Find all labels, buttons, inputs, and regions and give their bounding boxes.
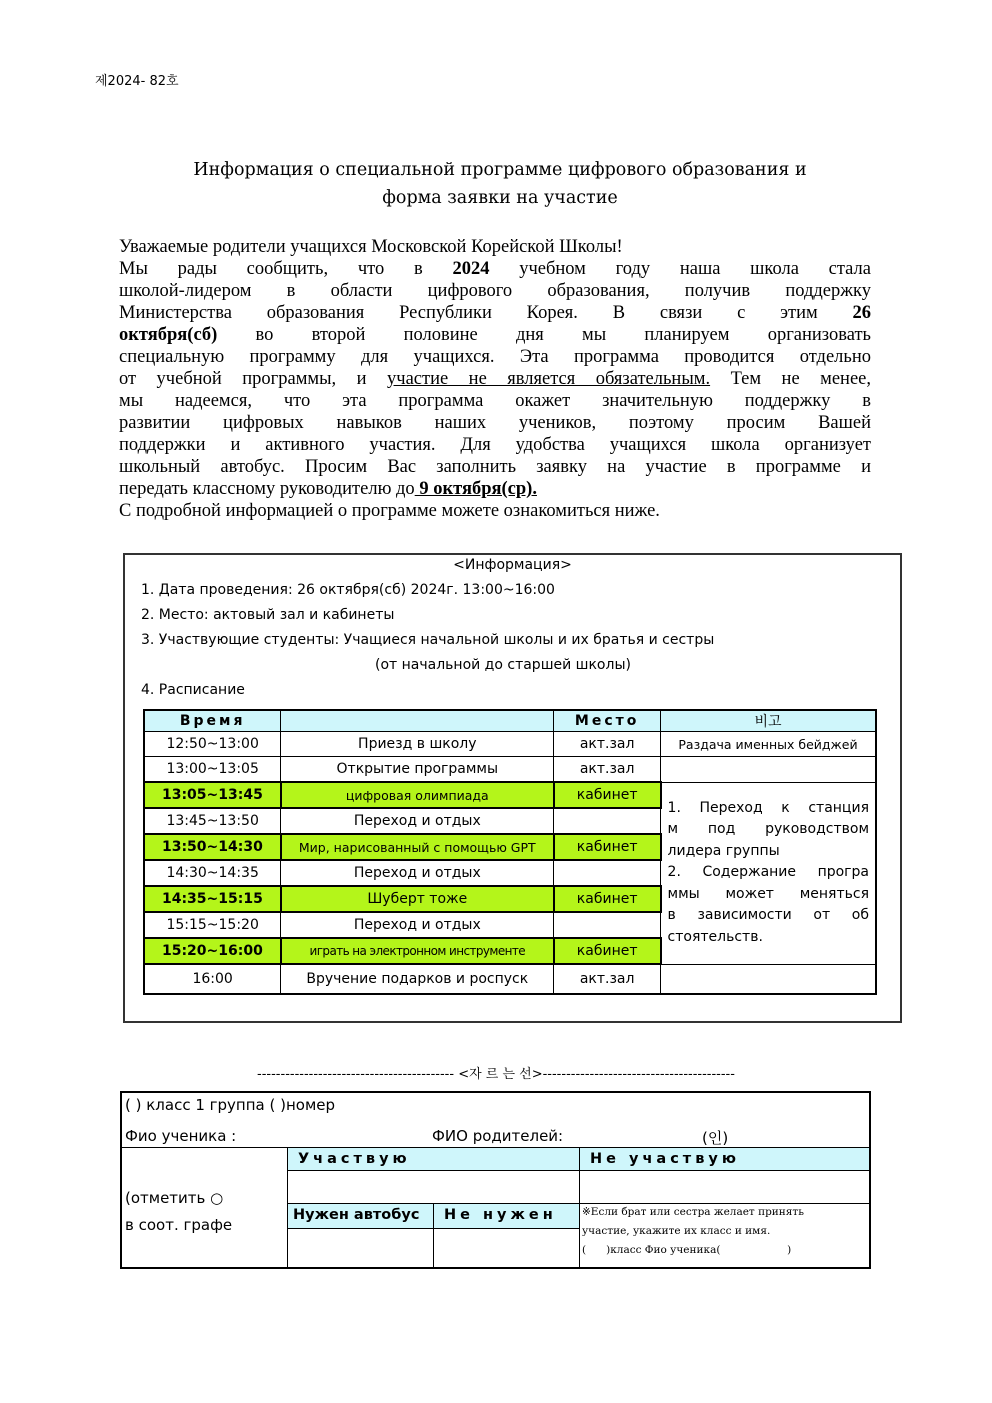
greeting: Уважаемые родители учащихся Московской Корейской Школы! xyxy=(119,237,623,257)
intro-line xyxy=(119,324,871,346)
bus-not-needed-header: Не нужен xyxy=(434,1204,579,1228)
row-activity: играть на электронном инструменте xyxy=(281,938,554,964)
schedule-header-row xyxy=(144,710,876,732)
date-emphasis: 26 xyxy=(852,303,871,323)
intro-line: школой-лидером в области цифрового образования, получив поддержку xyxy=(119,281,871,301)
not-participate-mark-cell[interactable] xyxy=(580,1171,869,1203)
not-participate-header: Не участвую xyxy=(580,1148,869,1170)
sibling-class-name-field[interactable]: ( )класс Фио ученика( ) xyxy=(582,1244,792,1256)
row-activity: Открытие программы xyxy=(281,757,554,783)
row-note-empty xyxy=(661,757,876,783)
row-place: кабинет xyxy=(554,782,661,808)
row-time: 13:05~13:45 xyxy=(144,782,281,808)
row-place xyxy=(554,912,661,938)
note-line: 1. Переход к станция xyxy=(667,799,869,816)
parent-name-label: ФИО родителей: xyxy=(432,1127,564,1145)
row-note: Раздача именных бейджей xyxy=(661,732,876,757)
row-note-empty xyxy=(661,964,876,994)
optional-emphasis: участие не является обязательным. xyxy=(387,369,711,389)
text: передать классному руководителю до xyxy=(119,479,415,499)
info-box xyxy=(123,553,902,1023)
class-group-number-field[interactable]: ( ) класс 1 группа ( )номер xyxy=(125,1096,336,1114)
row-time: 13:45~13:50 xyxy=(144,808,281,834)
note-line: стоятельств. xyxy=(667,928,763,945)
schedule-table xyxy=(143,709,877,995)
intro-line: развитии цифровых навыков наших учеников, поэтому просим Вашей xyxy=(119,413,871,433)
participate-mark-cell[interactable] xyxy=(288,1171,579,1203)
row-time: 14:35~15:15 xyxy=(144,886,281,912)
text: Мы рады сообщить, что в xyxy=(119,259,453,279)
student-name-label: Фио ученика : xyxy=(125,1127,237,1145)
document-number: 제2024- 82호 xyxy=(95,74,179,89)
cut-line: ------------------------------------------ <자 르 는 선>----------------------------------------- xyxy=(257,1067,735,1082)
note-line: м под руководством xyxy=(667,821,869,838)
row-place: акт.зал xyxy=(554,964,661,994)
schedule-row xyxy=(144,964,876,994)
row-place: акт.зал xyxy=(554,732,661,757)
intro-line xyxy=(119,258,871,280)
sibling-note-line: участие, укажите их класс и имя. xyxy=(582,1225,771,1237)
row-activity: Шуберт тоже xyxy=(281,886,554,912)
row-activity: Вручение подарков и роспуск xyxy=(281,964,554,994)
row-activity: Переход и отдых xyxy=(281,808,554,834)
row-time: 13:50~14:30 xyxy=(144,834,281,860)
row-time: 14:30~14:35 xyxy=(144,860,281,886)
info-participants-range: (от начальной до старшей школы) xyxy=(375,657,631,673)
schedule-row xyxy=(144,757,876,783)
header-time: Время xyxy=(144,710,281,732)
schedule-row-highlighted xyxy=(144,782,876,808)
intro-line: поддержки и активного участия. Для удобства учащихся школа организует xyxy=(119,435,871,455)
note-line: в зависимости от об xyxy=(667,907,869,924)
row-place xyxy=(554,808,661,834)
intro-line xyxy=(119,302,871,324)
info-date: 1. Дата проведения: 26 октября(сб) 2024г. 13:00~16:00 xyxy=(141,582,555,598)
schedule-notes xyxy=(661,782,876,964)
mark-instruction-line: (отметить ○ xyxy=(125,1189,224,1207)
header-note: 비고 xyxy=(661,710,876,732)
intro-letter xyxy=(119,236,871,522)
deadline-emphasis: 9 октября(ср). xyxy=(414,479,537,499)
intro-line: С подробной информацией о программе можете ознакомиться ниже. xyxy=(119,501,660,521)
row-activity: Мир, нарисованный с помощью GPT xyxy=(281,834,554,860)
application-form xyxy=(120,1091,871,1269)
title-line-1: Информация о специальной программе цифрового образования и xyxy=(193,160,807,180)
row-place: акт.зал xyxy=(554,757,661,783)
info-schedule-label: 4. Расписание xyxy=(141,682,245,698)
header-place: Место xyxy=(554,710,661,732)
year-emphasis: 2024 xyxy=(452,259,490,279)
info-participants: 3. Участвующие студенты: Учащиеся начальной школы и их братья и сестры xyxy=(141,632,715,648)
row-time: 16:00 xyxy=(144,964,281,994)
info-heading: <Информация> xyxy=(453,557,572,573)
text: от учебной программы, и xyxy=(119,369,388,389)
seal-mark: (인) xyxy=(702,1129,729,1147)
row-activity: Переход и отдых xyxy=(281,860,554,886)
intro-line xyxy=(119,478,871,500)
text: Тем не менее, xyxy=(710,369,871,389)
date-emphasis: октября(сб) xyxy=(119,325,218,345)
intro-line xyxy=(119,368,871,390)
note-line: ммы может меняться xyxy=(667,885,869,902)
row-place xyxy=(554,860,661,886)
participate-header: Участвую xyxy=(288,1148,579,1170)
row-place: кабинет xyxy=(554,886,661,912)
row-time: 15:15~15:20 xyxy=(144,912,281,938)
row-activity: Приезд в школу xyxy=(281,732,554,757)
intro-line: специальную программу для учащихся. Эта программа проводится отдельно xyxy=(119,347,871,367)
mark-instruction-line: в соот. графе xyxy=(125,1216,233,1234)
sibling-note-line: ※Если брат или сестра желает принять xyxy=(582,1206,804,1218)
text: Министерства образования Республики Корея. В связи с этим xyxy=(119,303,853,323)
row-place: кабинет xyxy=(554,938,661,964)
intro-line: школьный автобус. Просим Вас заполнить заявку на участие в программе и xyxy=(119,457,871,477)
title-line-2: форма заявки на участие xyxy=(382,188,618,208)
note-line: 2. Содержание програ xyxy=(667,864,869,881)
row-time: 12:50~13:00 xyxy=(144,732,281,757)
row-time: 15:20~16:00 xyxy=(144,938,281,964)
schedule-row xyxy=(144,732,876,757)
row-activity: Переход и отдых xyxy=(281,912,554,938)
page-title xyxy=(100,156,900,212)
bus-needed-header: Нужен автобус xyxy=(288,1204,433,1228)
info-place: 2. Место: актовый зал и кабинеты xyxy=(141,607,395,623)
row-activity: цифровая олимпиада xyxy=(281,782,554,808)
sibling-note xyxy=(582,1203,804,1260)
text: во второй половине дня мы планируем организовать xyxy=(217,325,871,345)
text: учебном году наша школа стала xyxy=(489,259,872,279)
mark-instruction xyxy=(125,1185,232,1239)
bus-not-needed-mark-cell[interactable] xyxy=(434,1229,579,1267)
intro-line: мы надеемся, что эта программа окажет значительную поддержку в xyxy=(119,391,871,411)
row-time: 13:00~13:05 xyxy=(144,757,281,783)
bus-needed-mark-cell[interactable] xyxy=(288,1229,433,1267)
row-place: кабинет xyxy=(554,834,661,860)
note-line: лидера группы xyxy=(667,842,780,859)
header-activity xyxy=(281,710,554,732)
